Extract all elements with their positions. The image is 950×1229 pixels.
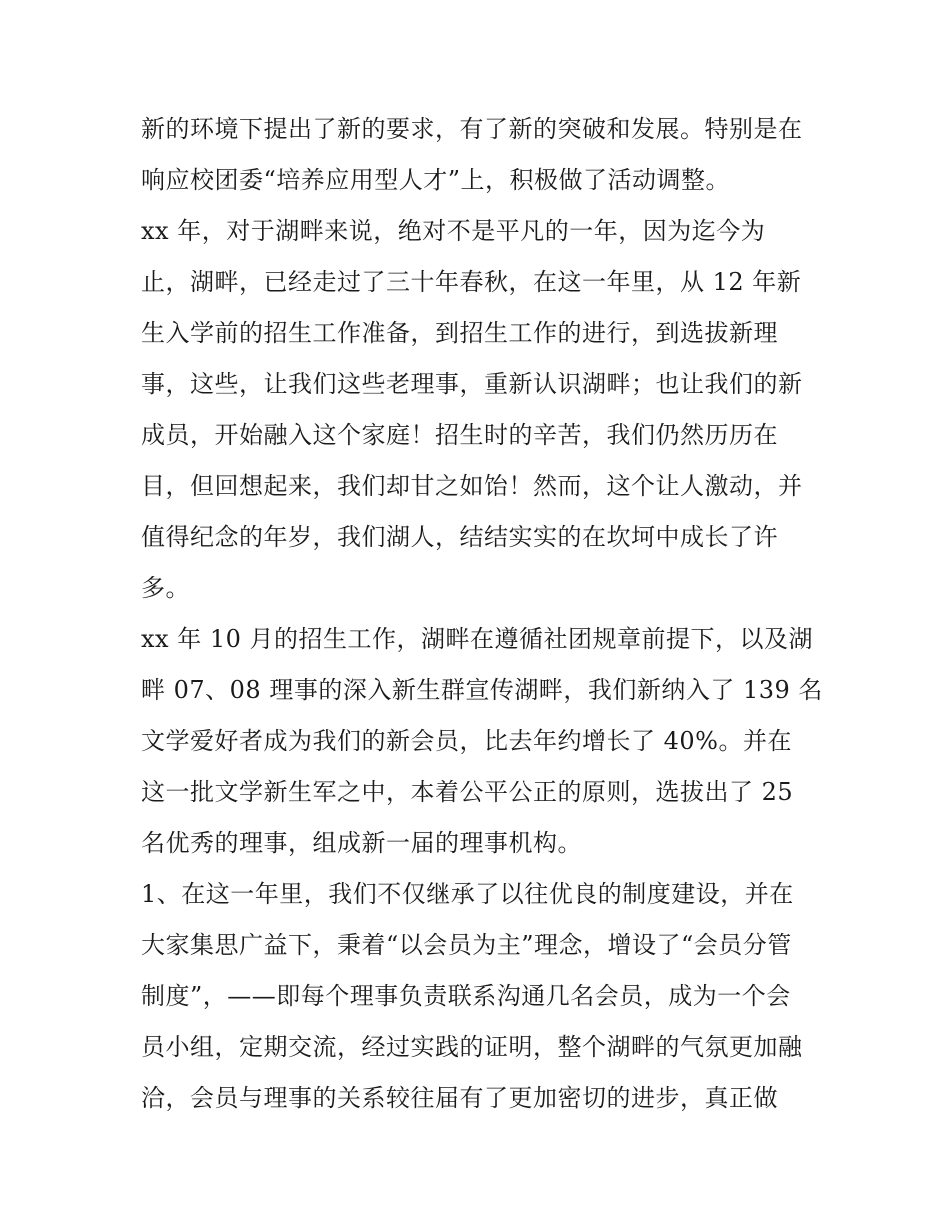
text-line: 畔 07、08 理事的深入新生群宣传湖畔，我们新纳入了 139 名 [141, 676, 823, 704]
text-line: 事，这些，让我们这些老理事，重新认识湖畔；也让我们的新 [141, 370, 803, 398]
text-line: 洽，会员与理事的关系较往届有了更加密切的进步，真正做 [141, 1084, 778, 1112]
text-line: 这一批文学新生军之中，本着公平公正的原则，选拔出了 25 [141, 778, 794, 806]
text-line: 新的环境下提出了新的要求，有了新的突破和发展。特别是在 [141, 115, 803, 143]
text-line: 大家集思广益下，秉着“以会员为主”理念，增设了“会员分管 [141, 931, 792, 959]
text-line: 名优秀的理事，组成新一届的理事机构。 [141, 829, 582, 857]
text-line: 止，湖畔，已经走过了三十年春秋，在这一年里，从 12 年新 [141, 268, 802, 296]
text-line: 成员，开始融入这个家庭！招生时的辛苦，我们仍然历历在 [141, 421, 778, 449]
text-line: 生入学前的招生工作准备，到招生工作的进行，到选拔新理 [141, 319, 778, 347]
text-line: xx 年 10 月的招生工作，湖畔在遵循社团规章前提下，以及湖 [141, 625, 813, 653]
text-line: 员小组，定期交流，经过实践的证明，整个湖畔的气氛更加融 [141, 1033, 803, 1061]
document-body [141, 104, 821, 1124]
text-line: 1、在这一年里，我们不仅继承了以往优良的制度建设，并在 [141, 880, 794, 908]
text-line: 响应校团委“培养应用型人才”上，积极做了活动调整。 [141, 166, 731, 194]
text-line: xx 年，对于湖畔来说，绝对不是平凡的一年，因为迄今为 [141, 217, 766, 245]
text-line: 目，但回想起来，我们却甘之如饴！然而，这个让人激动，并 [141, 472, 803, 500]
text-line: 多。 [141, 574, 190, 602]
text-line: 制度”，——即每个理事负责联系沟通几名会员，成为一个会 [141, 982, 791, 1010]
text-line: 值得纪念的年岁，我们湖人，结结实实的在坎坷中成长了许 [141, 523, 778, 551]
text-line: 文学爱好者成为我们的新会员，比去年约增长了 40%。并在 [141, 727, 792, 755]
